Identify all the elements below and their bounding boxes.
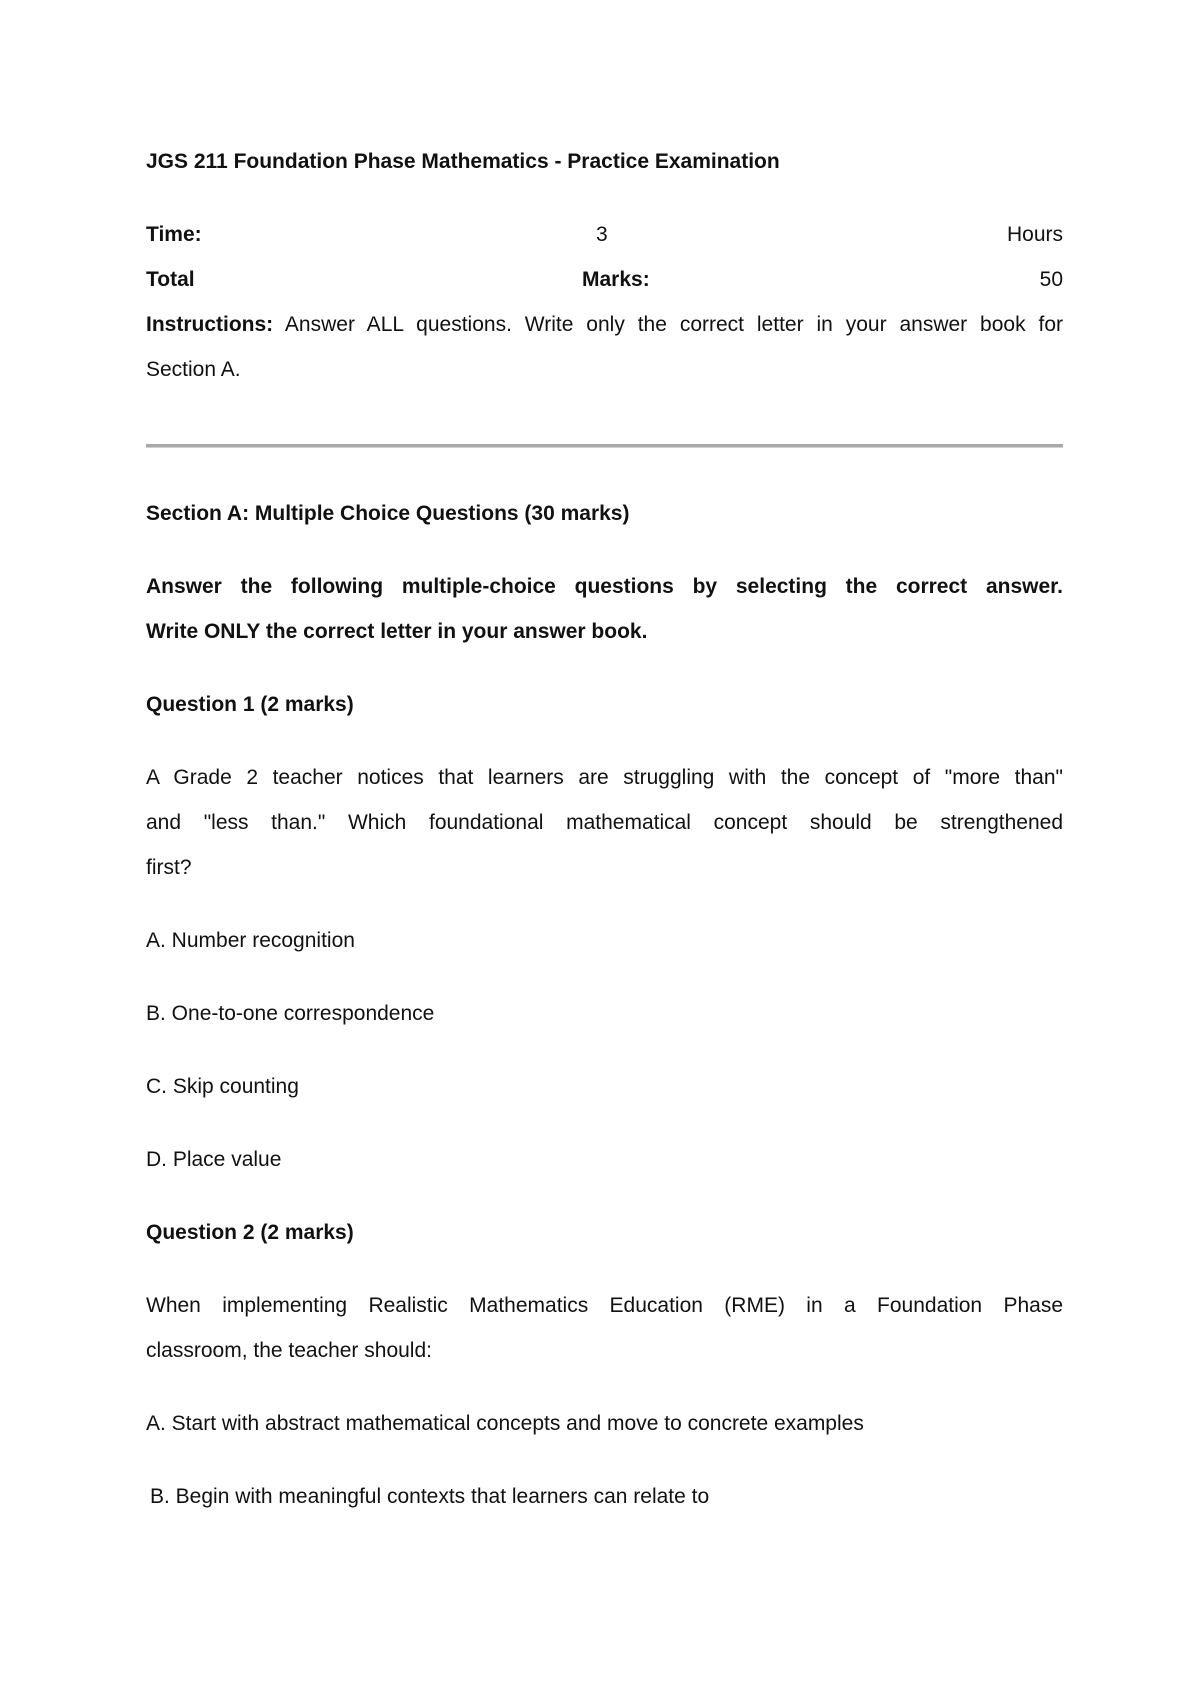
question-1-option-d: D. Place value [146,1148,282,1171]
question-1-option-a: A. Number recognition [146,929,355,952]
section-a-directive-line-2: Write ONLY the correct letter in your answer book. [146,620,648,643]
question-2-option-a: A. Start with abstract mathematical concepts and move to concrete examples [146,1412,864,1435]
exam-title: JGS 211 Foundation Phase Mathematics - Practice Examination [146,150,780,173]
total-label: Total [146,268,195,291]
question-1-stem-line: first? [146,856,192,879]
time-unit: Hours [1006,223,1063,246]
question-1-stem-line: and "less than." Which foundational mathematical concept should be strengthened [146,811,1063,834]
section-a-heading: Section A: Multiple Choice Questions (30 marks) [146,502,630,525]
question-1-stem-line: A Grade 2 teacher notices that learners are struggling with the concept of "more than" [146,766,1063,789]
section-a-directive-line-1: Answer the following multiple-choice questions by selecting the correct answer. [146,575,1063,598]
horizontal-divider [146,444,1063,448]
question-2-option-b: B. Begin with meaningful contexts that learners can relate to [150,1485,710,1508]
instructions-text: Answer ALL questions. Write only the correct letter in your answer book for [284,313,1063,336]
question-2-stem-line: classroom, the teacher should: [146,1339,432,1362]
instructions-line-2: Section A. [146,358,241,381]
question-2-heading: Question 2 (2 marks) [146,1221,354,1244]
marks-value: 50 [1039,268,1063,291]
time-label: Time: [146,223,202,246]
question-1-heading: Question 1 (2 marks) [146,693,354,716]
instructions-line-1 [146,314,1063,335]
marks-label: Marks: [582,268,650,291]
question-2-stem-line: When implementing Realistic Mathematics Education (RME) in a Foundation Phase [146,1294,1063,1317]
instructions-label: Instructions: [146,313,274,336]
question-1-option-c: C. Skip counting [146,1075,299,1098]
question-1-option-b: B. One-to-one correspondence [146,1002,435,1025]
time-value: 3 [596,223,608,246]
